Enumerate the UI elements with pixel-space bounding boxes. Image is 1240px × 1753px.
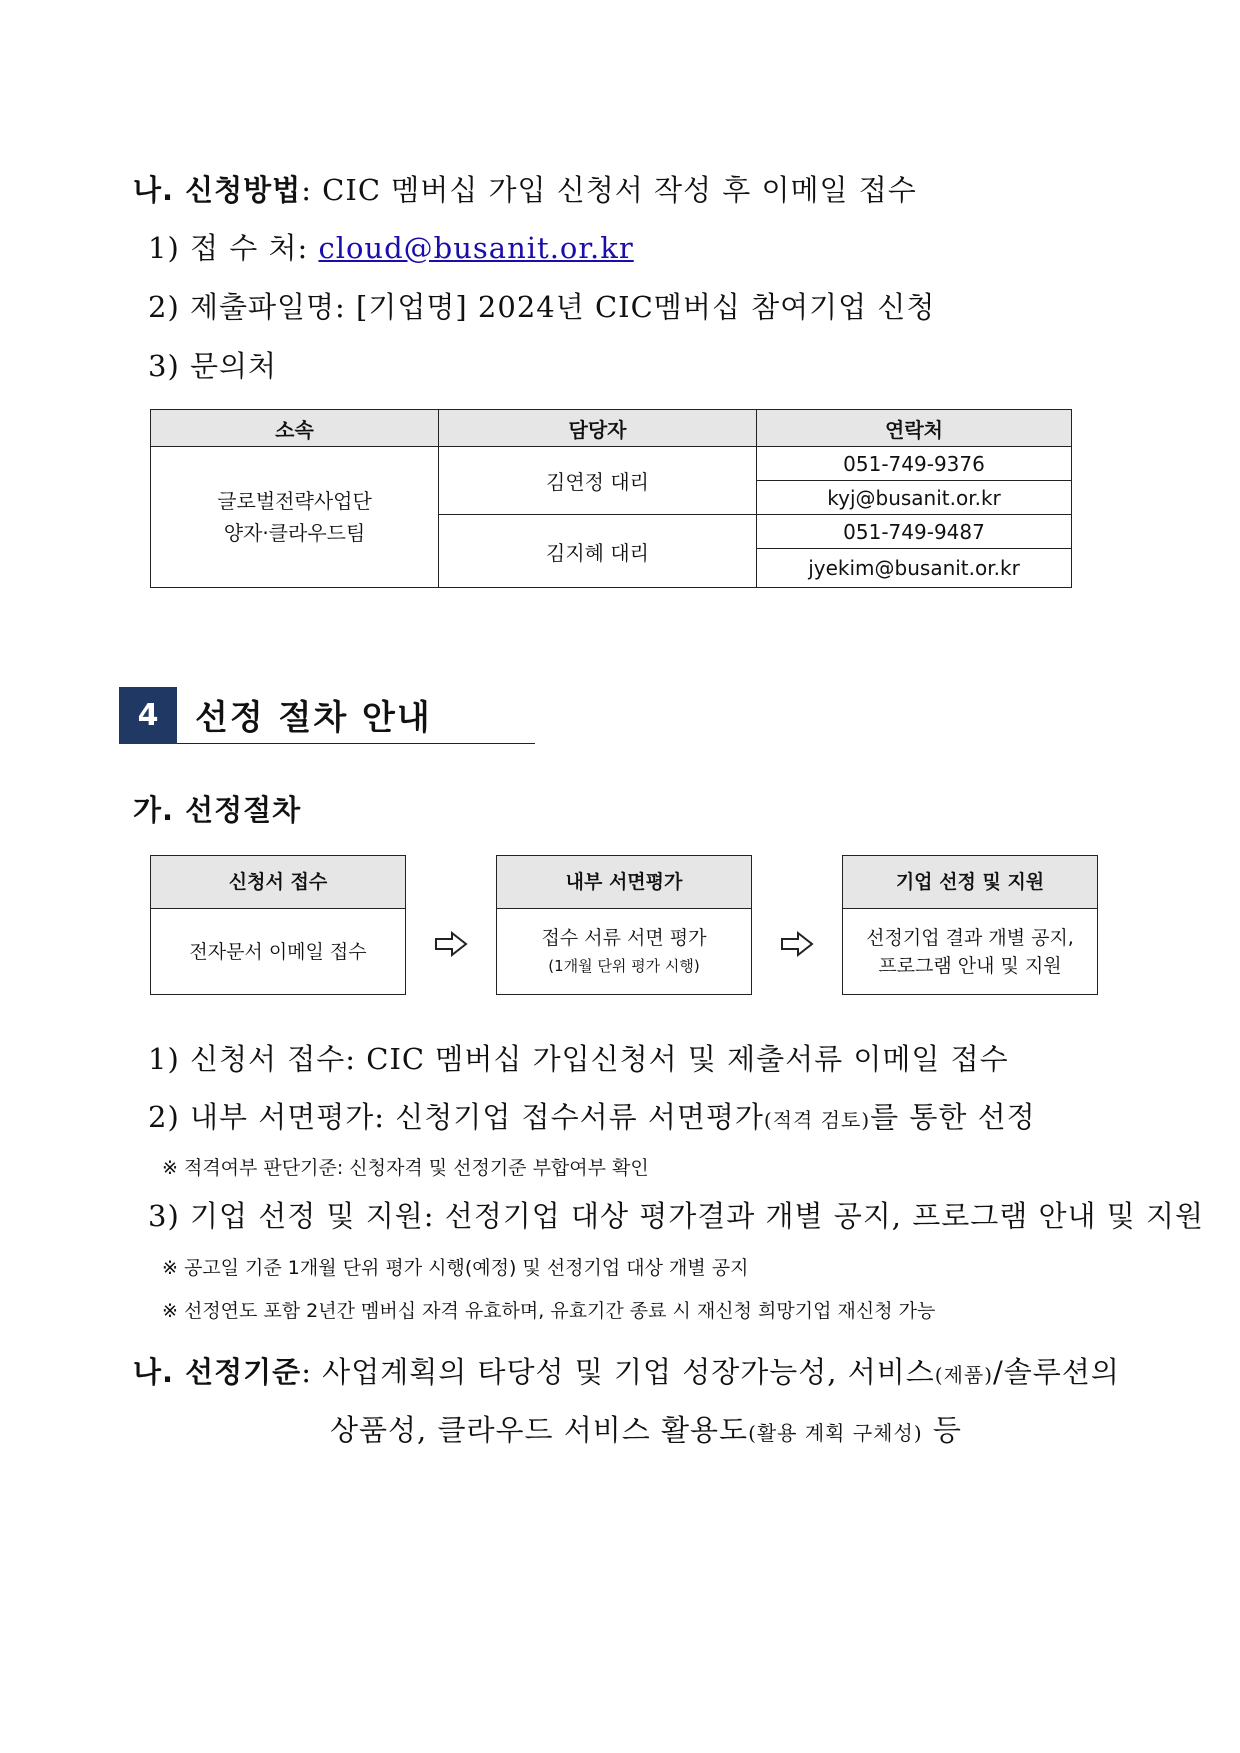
- criteria-text: 등: [922, 1413, 962, 1447]
- process-box-apply: [150, 855, 406, 995]
- apply-item-3: [148, 344, 277, 385]
- process-box-body: [843, 909, 1097, 995]
- section-title: 선정 절차 안내: [195, 698, 432, 738]
- contact-email[interactable]: kyj@busanit.or.kr: [757, 481, 1072, 515]
- criteria-text: : 사업계획의 타당성 및 기업 성장가능성, 서비스: [301, 1355, 935, 1389]
- item-label: 접 수 처:: [189, 231, 309, 265]
- section-underline: [177, 743, 535, 744]
- item-value: [기업명] 2024년 CIC멤버십 참여기업 신청: [356, 290, 936, 324]
- table-header: 소속: [151, 410, 439, 447]
- process-box-text: 전자문서 이메일 접수: [189, 941, 367, 963]
- contact-phone: 051-749-9376: [757, 447, 1072, 481]
- process-box-body: [151, 909, 405, 995]
- step-text: 를 통한 선정: [870, 1100, 1036, 1134]
- item-label: 문의처: [189, 349, 278, 383]
- note-3: ※ 선정연도 포함 2년간 멤버십 자격 유효하며, 유효기간 종료 시 재신청 희망기업 재신청 가능: [162, 1300, 936, 1322]
- contact-phone: 051-749-9487: [757, 515, 1072, 549]
- step-paren: (적격 검토): [763, 1108, 871, 1132]
- process-box-subtext: 프로그램 안내 및 지원: [878, 955, 1062, 977]
- item-number: 3): [148, 349, 180, 383]
- section-number-badge: 4: [119, 687, 177, 744]
- process-box-text: 선정기업 결과 개별 공지,: [866, 927, 1074, 949]
- step-text: 2) 내부 서면평가: 신청기업 접수서류 서면평가: [148, 1100, 764, 1134]
- contact-table: [150, 409, 1072, 588]
- apply-method-heading: [133, 168, 917, 209]
- arrow-right-icon: [780, 930, 814, 958]
- apply-item-1: [148, 226, 634, 267]
- process-box-subtext: (1개월 단위 평가 시행): [548, 957, 700, 975]
- contact-name: 김연정 대리: [439, 447, 757, 515]
- criteria-line-1: [133, 1350, 1120, 1391]
- criteria-label: 나. 선정기준: [133, 1355, 302, 1389]
- arrow-right-icon: [434, 930, 468, 958]
- step-1: 1) 신청서 접수: CIC 멤버십 가입신청서 및 제출서류 이메일 접수: [148, 1042, 1009, 1076]
- criteria-text: /솔루션의: [993, 1355, 1120, 1389]
- criteria-paren: (활용 계획 구체성): [748, 1421, 923, 1445]
- email-link[interactable]: cloud@busanit.or.kr: [318, 231, 634, 265]
- criteria-line-2: [330, 1408, 962, 1449]
- process-box-text: 접수 서류 서면 평가: [541, 927, 707, 949]
- table-header: 담당자: [439, 410, 757, 447]
- item-number: 2): [148, 290, 180, 324]
- step-3: 3) 기업 선정 및 지원: 선정기업 대상 평가결과 개별 공지, 프로그램 안내 및 지원: [148, 1199, 1205, 1233]
- selection-procedure-heading: 가. 선정절차: [133, 793, 302, 827]
- contact-name: 김지혜 대리: [439, 515, 757, 588]
- process-box-select: [842, 855, 1098, 995]
- contact-email[interactable]: jyekim@busanit.or.kr: [757, 549, 1072, 588]
- apply-method-text: : CIC 멤버십 가입 신청서 작성 후 이메일 접수: [301, 173, 917, 207]
- process-box-body: [497, 909, 751, 995]
- note-1: ※ 적격여부 판단기준: 신청자격 및 선정기준 부합여부 확인: [162, 1157, 649, 1179]
- table-header: 연락처: [757, 410, 1072, 447]
- table-header-row: [151, 410, 1072, 447]
- step-2: [148, 1095, 1036, 1136]
- department-cell: [151, 447, 439, 588]
- note-2: ※ 공고일 기준 1개월 단위 평가 시행(예정) 및 선정기업 대상 개별 공지: [162, 1257, 749, 1279]
- apply-item-2: [148, 285, 935, 326]
- table-row: [151, 447, 1072, 481]
- criteria-text: 상품성, 클라우드 서비스 활용도: [330, 1413, 749, 1447]
- process-box-title: 내부 서면평가: [497, 856, 751, 909]
- item-number: 1): [148, 231, 180, 265]
- criteria-paren: (제품): [934, 1363, 994, 1387]
- item-label: 제출파일명:: [189, 290, 346, 324]
- apply-method-label: 나. 신청방법: [133, 173, 302, 207]
- department-line: 양자·클라우드팀: [223, 521, 366, 545]
- process-box-title: 신청서 접수: [151, 856, 405, 909]
- process-box-review: [496, 855, 752, 995]
- process-box-title: 기업 선정 및 지원: [843, 856, 1097, 909]
- department-line: 글로벌전략사업단: [217, 489, 372, 513]
